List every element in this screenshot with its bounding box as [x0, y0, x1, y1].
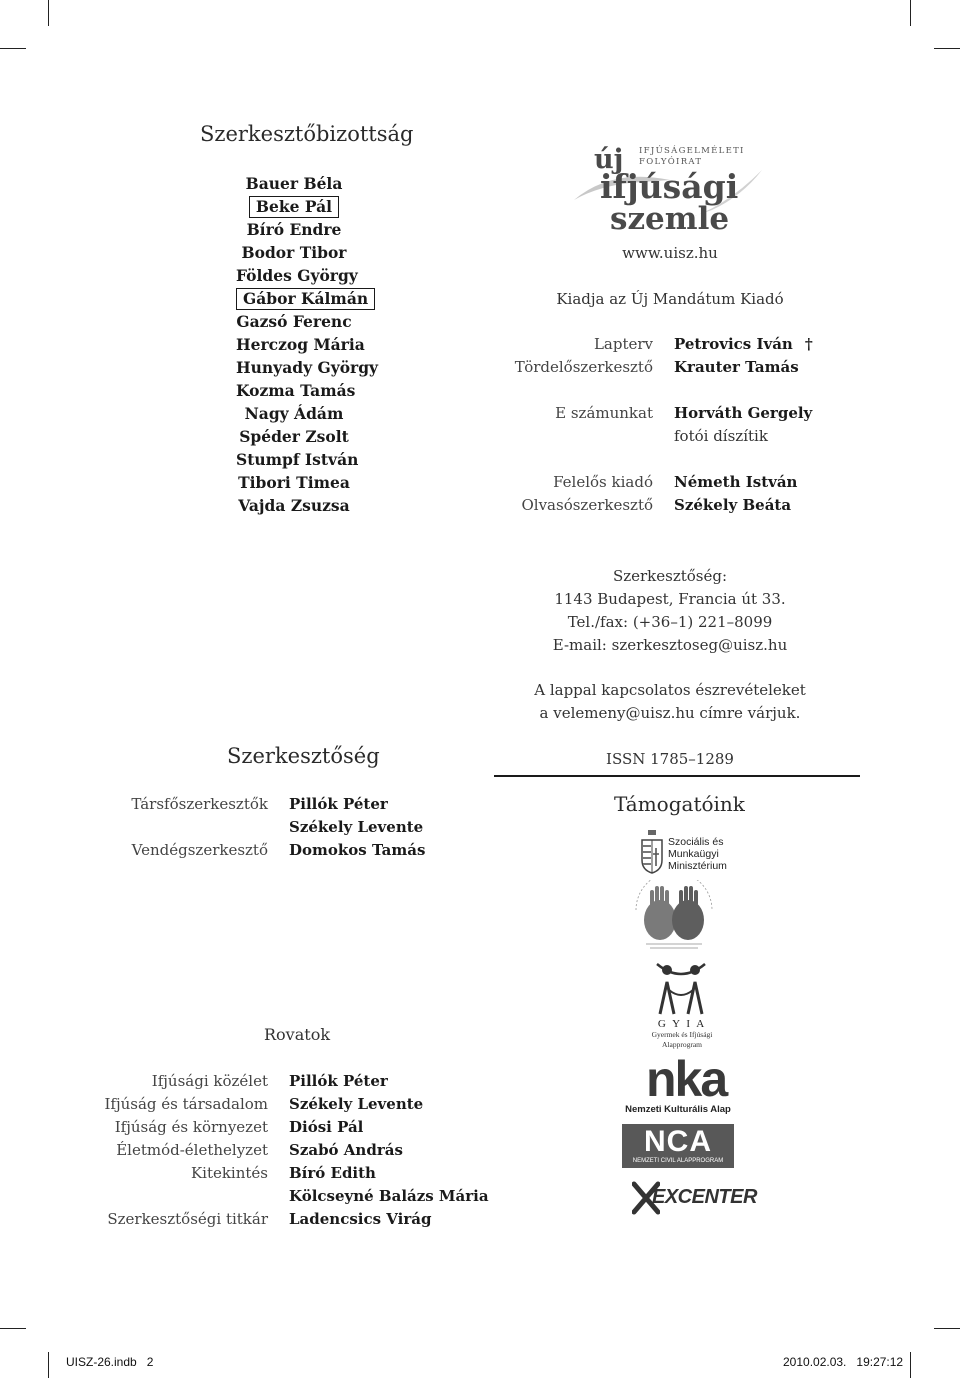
- board-member-name: Stumpf István: [236, 450, 359, 469]
- sections-row: [0, 1139, 489, 1162]
- smm-logo: [640, 830, 750, 876]
- editorial-row: [0, 839, 425, 862]
- crop-mark: [48, 0, 49, 26]
- board-member-name: Spéder Zsolt: [239, 427, 349, 446]
- editorial-title: Szerkesztőség: [227, 744, 380, 768]
- credits-list: [470, 333, 860, 517]
- sections-person: Székely Levente: [289, 1095, 424, 1113]
- crop-mark: [910, 1352, 911, 1378]
- credit-role: Tördelőszerkesztő: [514, 358, 653, 376]
- crop-mark: [934, 1328, 960, 1329]
- board-member: [236, 218, 352, 241]
- nca-name: NEMZETI CIVIL ALAPPROGRAM: [632, 1158, 724, 1164]
- gyia-figures-icon: [651, 960, 711, 1018]
- office-phone: Tel./fax: (+36–1) 221–8099: [567, 613, 773, 631]
- board-member: [236, 494, 352, 517]
- board-member: [236, 379, 356, 402]
- board-member-name: Bíró Endre: [246, 220, 342, 239]
- divider-rule: [494, 775, 860, 777]
- sections-row: [0, 1070, 489, 1093]
- sections-list: [0, 1070, 489, 1231]
- hungarian-coat-of-arms-icon: [640, 830, 664, 874]
- gyia-subtitle: [636, 1030, 728, 1050]
- sections-person: Diósi Pál: [289, 1118, 364, 1136]
- crop-mark: [934, 48, 960, 49]
- board-member-name: Bauer Béla: [245, 174, 343, 193]
- editorial-row: [0, 816, 425, 839]
- crop-mark: [48, 1352, 49, 1378]
- office-label: Szerkesztőség:: [612, 567, 728, 585]
- excenter-logo: EXCENTER: [652, 1186, 757, 1208]
- dagger-mark: †: [804, 335, 813, 353]
- credit-row: [470, 494, 860, 517]
- board-member-name: Vajda Zsuzsa: [238, 496, 350, 515]
- gyia-subtitle-line: Alapprogram: [662, 1040, 702, 1049]
- gyia-name: G Y I A: [657, 1018, 707, 1030]
- sections-label: Ifjúsági közélet: [151, 1072, 268, 1090]
- logo-word-szemle: szemle: [610, 201, 730, 236]
- sections-label: Szerkesztőségi titkár: [107, 1210, 268, 1228]
- board-member-name: Gábor Kálmán: [236, 288, 375, 310]
- sections-person: Bíró Edith: [289, 1164, 376, 1182]
- sections-person: Kölcseyné Balázs Mária: [289, 1187, 489, 1205]
- footer-datetime: 2010.02.03. 19:27:12: [783, 1355, 904, 1369]
- credit-row: [470, 425, 860, 448]
- sponsors-title: Támogatóink: [614, 792, 745, 816]
- logo-word-uj: új: [594, 144, 624, 175]
- board-member-name: Nagy Ádám: [244, 404, 344, 423]
- spacer: [470, 448, 860, 471]
- board-member: [236, 172, 352, 195]
- spacer: [470, 379, 860, 402]
- credit-person: Németh István: [674, 473, 798, 491]
- board-member-name: Beke Pál: [249, 196, 339, 218]
- issn: ISSN 1785–1289: [606, 750, 734, 768]
- office-address: 1143 Budapest, Francia út 33.: [554, 590, 786, 608]
- board-member: [236, 448, 359, 471]
- journal-logo: [572, 140, 772, 236]
- board-member: [236, 333, 365, 356]
- credit-row: [470, 402, 860, 425]
- credit-row: [470, 356, 860, 379]
- board-member-name: Herczog Mária: [236, 335, 365, 354]
- publisher-line: Kiadja az Új Mandátum Kiadó: [556, 290, 784, 308]
- crop-mark: [0, 1328, 26, 1329]
- smm-name-line: Munkaügyi: [668, 848, 719, 860]
- board-member: [236, 287, 369, 310]
- sections-row: [0, 1116, 489, 1139]
- office-email[interactable]: E-mail: szerkesztoseg@uisz.hu: [552, 636, 788, 654]
- credit-role: Lapterv: [593, 335, 653, 353]
- board-member-name: Tibori Timea: [238, 473, 350, 492]
- editorial-list: [0, 793, 425, 862]
- sections-label: Ifjúság és társadalom: [104, 1095, 268, 1113]
- smm-name-line: Minisztérium: [668, 860, 727, 872]
- footer-file: UISZ-26.indb 2: [66, 1355, 154, 1369]
- board-member: [236, 471, 352, 494]
- board-member-name: Földes György: [236, 266, 358, 285]
- credit-row: [470, 471, 860, 494]
- editorial-row: [0, 793, 425, 816]
- board-member: [236, 425, 352, 448]
- logo-tagline: IFJÚSÁGELMÉLETI: [639, 146, 745, 156]
- sections-label: Ifjúság és környezet: [114, 1118, 268, 1136]
- board-member-name: Bodor Tibor: [241, 243, 347, 262]
- board-member: [236, 195, 352, 218]
- credit-person: Székely Beáta: [674, 496, 792, 514]
- editorial-person: Székely Levente: [289, 818, 424, 836]
- board-member: [236, 264, 358, 287]
- sections-label: Kitekintés: [190, 1164, 268, 1182]
- logo-tagline: FOLYÓIRAT: [639, 157, 703, 167]
- editorial-person: Domokos Tamás: [289, 841, 426, 859]
- sections-person: Ladencsics Virág: [289, 1210, 432, 1228]
- nka-logo: nka: [646, 1051, 727, 1107]
- sections-label: [0, 1185, 268, 1208]
- sections-person: Szabó András: [289, 1141, 403, 1159]
- credit-person: Petrovics Iván: [674, 335, 793, 353]
- board-member: [236, 310, 352, 333]
- board-member: [236, 241, 352, 264]
- gyia-subtitle-line: Gyermek és Ifjúsági: [651, 1030, 713, 1039]
- credit-role: Felelős kiadó: [553, 473, 653, 491]
- nka-name: Nemzeti Kulturális Alap: [625, 1104, 731, 1115]
- nca-logo: [622, 1124, 734, 1168]
- sections-person: Pillók Péter: [289, 1072, 388, 1090]
- nca-wordmark: NCA: [644, 1125, 712, 1158]
- credit-role: Olvasószerkesztő: [521, 496, 653, 514]
- board-member-name: Gazsó Ferenc: [236, 312, 352, 331]
- crop-mark: [0, 48, 26, 49]
- credit-row: [470, 333, 860, 356]
- crop-mark: [910, 0, 911, 26]
- youth-foundation-hands-logo: [626, 880, 722, 952]
- sections-row: [0, 1185, 489, 1208]
- sections-title: Rovatok: [264, 1025, 331, 1044]
- editorial-label: [0, 816, 268, 839]
- board-title: Szerkesztőbizottság: [200, 122, 414, 146]
- editorial-label: Társfőszerkesztők: [131, 795, 268, 813]
- smm-name: [668, 836, 727, 872]
- credit-role: E számunkat: [555, 404, 653, 422]
- credit-person: Krauter Tamás: [674, 358, 799, 376]
- board-member-name: Kozma Tamás: [236, 381, 356, 400]
- board-member: [236, 356, 379, 379]
- sections-row: [0, 1162, 489, 1185]
- sections-label: Életmód-élethelyzet: [116, 1141, 268, 1159]
- feedback-line: a velemeny@uisz.hu címre várjuk.: [539, 704, 801, 722]
- board-member-list: [236, 172, 379, 517]
- board-member-name: Hunyady György: [236, 358, 379, 377]
- credit-person: Horváth Gergely: [674, 404, 813, 422]
- credit-person: fotói díszítik: [674, 427, 768, 445]
- sections-row: [0, 1093, 489, 1116]
- feedback-line: A lappal kapcsolatos észrevételeket: [534, 681, 806, 699]
- board-member: [236, 402, 352, 425]
- logo-word-ifjusagi: ifjúsági: [600, 167, 739, 206]
- sections-row: [0, 1208, 489, 1231]
- editorial-label: Vendégszerkesztő: [131, 841, 268, 859]
- smm-name-line: Szociális és: [668, 836, 724, 848]
- website-link[interactable]: www.uisz.hu: [622, 244, 718, 262]
- credit-role: [470, 425, 653, 448]
- editorial-person: Pillók Péter: [289, 795, 388, 813]
